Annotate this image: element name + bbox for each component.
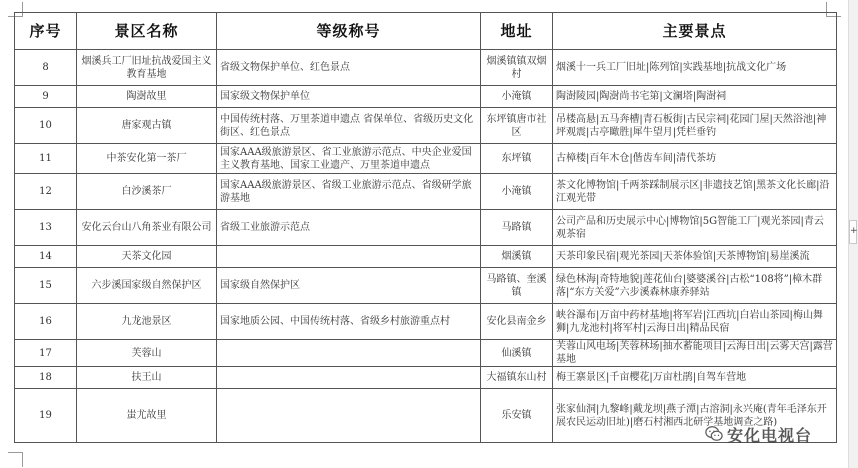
cell-level: 中国传统村落、万里茶道申遗点 省保单位、省级历史文化街区、红色景点 — [217, 108, 481, 144]
cell-name: 烟溪兵工厂旧址抗战爱国主义教育基地 — [77, 50, 217, 86]
table-row — [15, 340, 837, 367]
cell-address: 马路镇、奎溪镇 — [481, 268, 553, 304]
cell-name: 蚩尤故里 — [77, 389, 217, 443]
cell-no: 9 — [15, 86, 77, 108]
cell-address: 大福镇东山村 — [481, 367, 553, 389]
header-sights: 主要景点 — [553, 13, 837, 50]
table-row — [15, 108, 837, 144]
cell-sights: 张家仙洞|九黎峰|戴龙坝|燕子潭|古溶洞|永兴庵(青年毛泽东开展农民运动旧址)|磨石村湘西北研学基地调查之路) — [553, 389, 837, 443]
cell-level: 国家地质公园、中国传统村落、省级乡村旅游重点村 — [217, 304, 481, 340]
cell-no: 18 — [15, 367, 77, 389]
table-row — [15, 174, 837, 210]
table-row — [15, 86, 837, 108]
cell-name: 扶王山 — [77, 367, 217, 389]
cell-level: 省级工业旅游示范点 — [217, 210, 481, 246]
cell-name: 陶澍故里 — [77, 86, 217, 108]
channel-watermark — [705, 414, 835, 454]
cell-no: 15 — [15, 268, 77, 304]
table-row — [15, 210, 837, 246]
cell-no: 16 — [15, 304, 77, 340]
table-row — [15, 144, 837, 174]
cell-no: 14 — [15, 246, 77, 268]
cell-level: 省级文物保护单位、红色景点 — [217, 50, 481, 86]
cell-sights: 峡谷瀑布|万亩中药材基地|将军岩|江西坑|白岩山茶园|梅山舞狮|九龙池村|将军村|云海日出|精品民宿 — [553, 304, 837, 340]
cell-level: 国家AAA级旅游景区、省级工业旅游示范点、省级研学旅游基地 — [217, 174, 481, 210]
table-row — [15, 50, 837, 86]
cell-sights: 芙蓉山风电场|芙蓉林场|抽水蓄能项目|云海日出|云雾天宫|露营基地 — [553, 340, 837, 367]
cell-sights: 陶澍陵园|陶澍尚书宅第|文澜塔|陶澍祠 — [553, 86, 837, 108]
watermark-text: 安化电视台 — [727, 425, 813, 445]
header-name: 景区名称 — [77, 13, 217, 50]
cell-sights: 公司产品和历史展示中心|博物馆|5G智能工厂|观光茶园|青云观茶宿 — [553, 210, 837, 246]
cell-level: 国家级文物保护单位 — [217, 86, 481, 108]
cell-level — [217, 367, 481, 389]
cell-no: 13 — [15, 210, 77, 246]
cell-address: 东坪镇 — [481, 144, 553, 174]
cell-sights: 绿色林海|奇特地貌|莲花仙台|婆婆溪谷|古松“108将”|樟木群落|“东方关爱”六步溪森林康养驿站 — [553, 268, 837, 304]
cell-address: 马路镇 — [481, 210, 553, 246]
cell-address: 烟溪镇镇双烟村 — [481, 50, 553, 86]
cell-name: 天茶文化园 — [77, 246, 217, 268]
scrollbar-handle[interactable]: + — [849, 220, 857, 244]
cell-address: 仙溪镇 — [481, 340, 553, 367]
cell-sights: 烟溪十一兵工厂旧址|陈列馆|实践基地|抗战文化广场 — [553, 50, 837, 86]
cell-level — [217, 340, 481, 367]
cell-level: 国家AAA级旅游景区、省工业旅游示范点、中央企业爱国主义教育基地、国家工业遗产、万里茶道申遗点 — [217, 144, 481, 174]
cell-address: 东坪镇唐市社区 — [481, 108, 553, 144]
cell-address: 小淹镇 — [481, 174, 553, 210]
cell-sights: 吊楼高悬|五马奔槽|青石板街|古民宗祠|花园门屋|天然浴池|神坪观震|古亭瞰胜|犀牛望月|凭栏垂钓 — [553, 108, 837, 144]
cell-name: 安化云台山八角茶业有限公司 — [77, 210, 217, 246]
cell-no: 11 — [15, 144, 77, 174]
cell-sights: 梅王寨景区|千亩樱花|万亩杜鹃|自驾车营地 — [553, 367, 837, 389]
cell-sights: 天茶印象民宿|观光茶园|天茶体验馆|天茶博物馆|易崖溪流 — [553, 246, 837, 268]
table-header-row — [15, 13, 837, 50]
cell-address: 小淹镇 — [481, 86, 553, 108]
cell-address: 安化县南金乡 — [481, 304, 553, 340]
cell-no: 19 — [15, 389, 77, 443]
cell-level — [217, 389, 481, 443]
cell-level — [217, 246, 481, 268]
cell-no: 17 — [15, 340, 77, 367]
cell-address: 烟溪镇 — [481, 246, 553, 268]
cell-name: 中茶安化第一茶厂 — [77, 144, 217, 174]
header-no: 序号 — [15, 13, 77, 50]
cell-name: 白沙溪茶厂 — [77, 174, 217, 210]
table-row — [15, 304, 837, 340]
table-row — [15, 268, 837, 304]
header-address: 地址 — [481, 13, 553, 50]
cell-sights: 茶文化博物馆|千两茶踩制展示区|非遗技艺馆|黑茶文化长廊|沿江观光带 — [553, 174, 837, 210]
cell-sights: 古樟楼|百年木仓|偕齿车间|清代茶坊 — [553, 144, 837, 174]
cell-no: 10 — [15, 108, 77, 144]
page-corner-mark — [8, 452, 23, 467]
cell-address: 乐安镇 — [481, 389, 553, 443]
cell-no: 8 — [15, 50, 77, 86]
cell-no: 12 — [15, 174, 77, 210]
cell-level: 国家级自然保护区 — [217, 268, 481, 304]
scenic-spots-table — [14, 12, 837, 443]
cell-name: 六步溪国家级自然保护区 — [77, 268, 217, 304]
table-row — [15, 367, 837, 389]
cell-name: 九龙池景区 — [77, 304, 217, 340]
table-row — [15, 246, 837, 268]
cell-name: 唐家观古镇 — [77, 108, 217, 144]
cell-name: 芙蓉山 — [77, 340, 217, 367]
wechat-icon — [705, 425, 723, 443]
header-level: 等级称号 — [217, 13, 481, 50]
